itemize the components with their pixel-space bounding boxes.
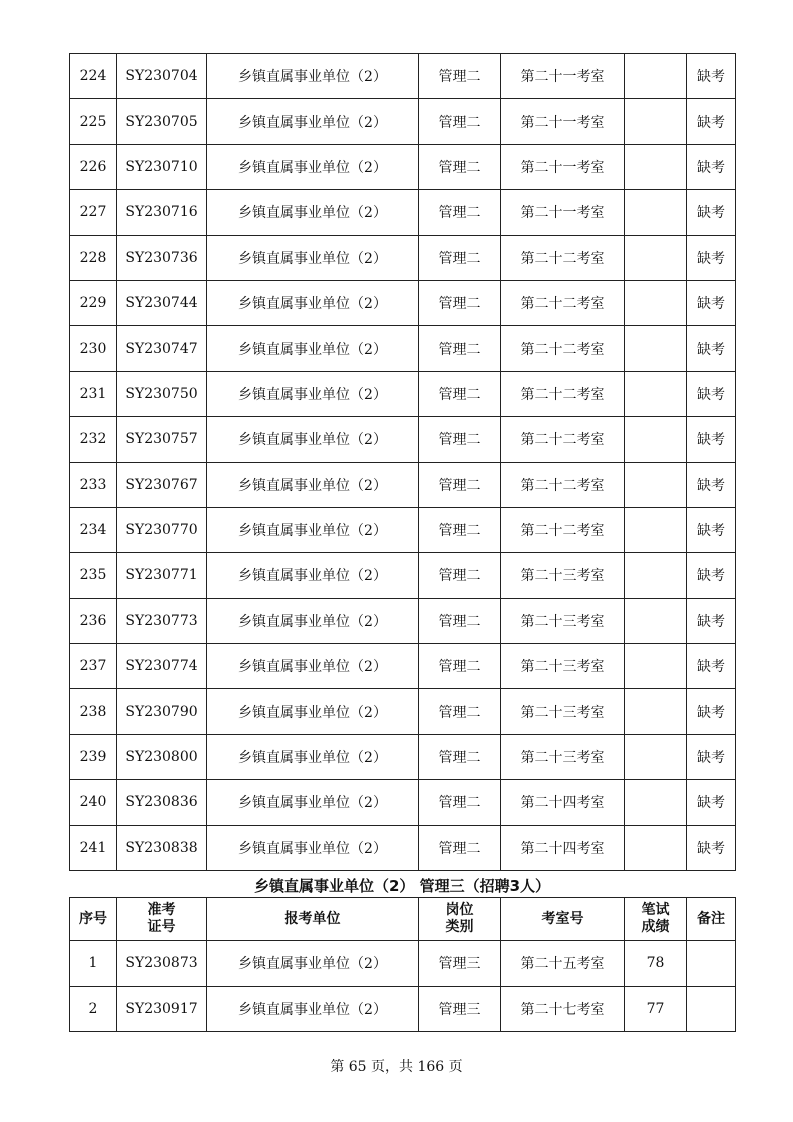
cell-written-score (625, 417, 687, 462)
cell-post-type: 管理二 (419, 280, 501, 325)
cell-applied-unit: 乡镇直属事业单位（2） (207, 99, 419, 144)
cell-remarks: 缺考 (687, 417, 736, 462)
cell-post-type: 管理二 (419, 644, 501, 689)
cell-applied-unit: 乡镇直属事业单位（2） (207, 235, 419, 280)
table-row (70, 689, 736, 734)
cell-post-type: 管理二 (419, 598, 501, 643)
cell-serial-number: 227 (70, 190, 117, 235)
cell-serial-number: 226 (70, 144, 117, 189)
cell-exam-id: SY230917 (117, 986, 207, 1032)
cell-exam-id: SY230838 (117, 825, 207, 870)
cell-remarks: 缺考 (687, 689, 736, 734)
cell-post-type: 管理二 (419, 689, 501, 734)
cell-written-score (625, 326, 687, 371)
cell-exam-room: 第二十三考室 (501, 734, 625, 779)
table-row (70, 507, 736, 552)
cell-post-type: 管理二 (419, 734, 501, 779)
cell-applied-unit: 乡镇直属事业单位（2） (207, 326, 419, 371)
table-header-row (70, 898, 736, 941)
cell-written-score (625, 689, 687, 734)
cell-post-type: 管理二 (419, 190, 501, 235)
cell-written-score (625, 54, 687, 99)
table-row (70, 144, 736, 189)
cell-serial-number: 237 (70, 644, 117, 689)
table-row (70, 941, 736, 987)
cell-serial-number: 229 (70, 280, 117, 325)
cell-remarks: 缺考 (687, 99, 736, 144)
cell-remarks: 缺考 (687, 54, 736, 99)
page-number-footer: 第 65 页，共 166 页 (330, 1059, 463, 1075)
table-row (70, 371, 736, 416)
cell-written-score (625, 598, 687, 643)
table-row (70, 598, 736, 643)
cell-applied-unit: 乡镇直属事业单位（2） (207, 144, 419, 189)
cell-written-score (625, 825, 687, 870)
cell-exam-id: SY230790 (117, 689, 207, 734)
cell-serial-number: 230 (70, 326, 117, 371)
cell-remarks: 缺考 (687, 280, 736, 325)
cell-serial-number: 241 (70, 825, 117, 870)
header-exam-room: 考室号 (501, 898, 625, 941)
cell-serial-number: 239 (70, 734, 117, 779)
cell-exam-room: 第二十二考室 (501, 235, 625, 280)
cell-exam-id: SY230744 (117, 280, 207, 325)
cell-post-type: 管理二 (419, 780, 501, 825)
cell-exam-id: SY230704 (117, 54, 207, 99)
cell-exam-room: 第二十四考室 (501, 825, 625, 870)
cell-serial-number: 234 (70, 507, 117, 552)
cell-exam-room: 第二十三考室 (501, 644, 625, 689)
cell-remarks: 缺考 (687, 825, 736, 870)
cell-applied-unit: 乡镇直属事业单位（2） (207, 689, 419, 734)
cell-written-score (625, 462, 687, 507)
cell-remarks (687, 941, 736, 987)
cell-exam-room: 第二十一考室 (501, 54, 625, 99)
table-row (70, 54, 736, 99)
cell-applied-unit: 乡镇直属事业单位（2） (207, 780, 419, 825)
cell-exam-room: 第二十三考室 (501, 689, 625, 734)
cell-written-score (625, 280, 687, 325)
cell-post-type: 管理二 (419, 553, 501, 598)
results-table-management-3-body (70, 941, 736, 1032)
cell-post-type: 管理三 (419, 986, 501, 1032)
cell-exam-id: SY230710 (117, 144, 207, 189)
cell-exam-room: 第二十二考室 (501, 326, 625, 371)
header-serial-number: 序号 (70, 898, 117, 941)
header-remarks: 备注 (687, 898, 736, 941)
cell-written-score (625, 371, 687, 416)
header-applied-unit: 报考单位 (207, 898, 419, 941)
cell-post-type: 管理二 (419, 235, 501, 280)
cell-post-type: 管理二 (419, 462, 501, 507)
cell-written-score (625, 780, 687, 825)
cell-post-type: 管理二 (419, 371, 501, 416)
table-row (70, 986, 736, 1032)
cell-exam-id: SY230771 (117, 553, 207, 598)
header-post-type: 岗位 类别 (419, 898, 501, 941)
header-exam-id: 准考 证号 (117, 898, 207, 941)
cell-remarks: 缺考 (687, 598, 736, 643)
cell-exam-id: SY230773 (117, 598, 207, 643)
cell-post-type: 管理二 (419, 326, 501, 371)
cell-remarks: 缺考 (687, 326, 736, 371)
cell-remarks: 缺考 (687, 507, 736, 552)
cell-serial-number: 224 (70, 54, 117, 99)
cell-exam-id: SY230873 (117, 941, 207, 987)
table-row (70, 734, 736, 779)
cell-written-score (625, 507, 687, 552)
cell-remarks: 缺考 (687, 144, 736, 189)
cell-exam-room: 第二十二考室 (501, 371, 625, 416)
cell-remarks: 缺考 (687, 734, 736, 779)
table-row (70, 780, 736, 825)
cell-exam-room: 第二十一考室 (501, 144, 625, 189)
table-row (70, 235, 736, 280)
cell-post-type: 管理二 (419, 144, 501, 189)
cell-post-type: 管理二 (419, 54, 501, 99)
cell-post-type: 管理二 (419, 507, 501, 552)
cell-serial-number: 225 (70, 99, 117, 144)
cell-written-score (625, 553, 687, 598)
cell-exam-room: 第二十三考室 (501, 553, 625, 598)
cell-exam-id: SY230774 (117, 644, 207, 689)
cell-applied-unit: 乡镇直属事业单位（2） (207, 644, 419, 689)
cell-exam-room: 第二十三考室 (501, 598, 625, 643)
cell-applied-unit: 乡镇直属事业单位（2） (207, 598, 419, 643)
cell-applied-unit: 乡镇直属事业单位（2） (207, 371, 419, 416)
cell-serial-number: 240 (70, 780, 117, 825)
cell-exam-id: SY230750 (117, 371, 207, 416)
cell-exam-room: 第二十五考室 (501, 941, 625, 987)
cell-exam-id: SY230836 (117, 780, 207, 825)
cell-remarks: 缺考 (687, 462, 736, 507)
cell-written-score: 77 (625, 986, 687, 1032)
cell-exam-id: SY230736 (117, 235, 207, 280)
cell-exam-id: SY230770 (117, 507, 207, 552)
table-row (70, 553, 736, 598)
cell-applied-unit: 乡镇直属事业单位（2） (207, 54, 419, 99)
cell-serial-number: 233 (70, 462, 117, 507)
cell-exam-id: SY230800 (117, 734, 207, 779)
cell-written-score (625, 644, 687, 689)
cell-applied-unit: 乡镇直属事业单位（2） (207, 941, 419, 987)
section-title: 乡镇直属事业单位（2） 管理三（招聘3人） (253, 877, 551, 895)
cell-written-score (625, 235, 687, 280)
table-row (70, 190, 736, 235)
cell-exam-id: SY230705 (117, 99, 207, 144)
cell-serial-number: 236 (70, 598, 117, 643)
cell-exam-id: SY230757 (117, 417, 207, 462)
cell-remarks: 缺考 (687, 553, 736, 598)
cell-serial-number: 235 (70, 553, 117, 598)
table-row (70, 644, 736, 689)
results-table-continued-body (70, 54, 736, 871)
cell-written-score (625, 734, 687, 779)
table-row (70, 462, 736, 507)
header-written-score: 笔试 成绩 (625, 898, 687, 941)
table-row (70, 280, 736, 325)
cell-exam-room: 第二十一考室 (501, 99, 625, 144)
cell-applied-unit: 乡镇直属事业单位（2） (207, 507, 419, 552)
cell-post-type: 管理二 (419, 825, 501, 870)
table-row (70, 99, 736, 144)
cell-exam-room: 第二十四考室 (501, 780, 625, 825)
cell-post-type: 管理二 (419, 417, 501, 462)
cell-applied-unit: 乡镇直属事业单位（2） (207, 825, 419, 870)
cell-exam-room: 第二十二考室 (501, 507, 625, 552)
cell-serial-number: 232 (70, 417, 117, 462)
cell-remarks: 缺考 (687, 235, 736, 280)
cell-applied-unit: 乡镇直属事业单位（2） (207, 986, 419, 1032)
table-row (70, 825, 736, 870)
cell-remarks: 缺考 (687, 190, 736, 235)
cell-exam-room: 第二十二考室 (501, 417, 625, 462)
cell-exam-room: 第二十七考室 (501, 986, 625, 1032)
table-row (70, 326, 736, 371)
cell-exam-id: SY230716 (117, 190, 207, 235)
results-table-continued (69, 53, 736, 871)
cell-applied-unit: 乡镇直属事业单位（2） (207, 190, 419, 235)
cell-post-type: 管理二 (419, 99, 501, 144)
cell-written-score: 78 (625, 941, 687, 987)
cell-exam-id: SY230767 (117, 462, 207, 507)
cell-serial-number: 231 (70, 371, 117, 416)
results-table-management-3 (69, 897, 736, 1032)
cell-post-type: 管理三 (419, 941, 501, 987)
cell-exam-id: SY230747 (117, 326, 207, 371)
cell-applied-unit: 乡镇直属事业单位（2） (207, 417, 419, 462)
cell-exam-room: 第二十二考室 (501, 462, 625, 507)
cell-applied-unit: 乡镇直属事业单位（2） (207, 462, 419, 507)
cell-serial-number: 238 (70, 689, 117, 734)
cell-written-score (625, 144, 687, 189)
cell-written-score (625, 190, 687, 235)
cell-applied-unit: 乡镇直属事业单位（2） (207, 553, 419, 598)
cell-remarks (687, 986, 736, 1032)
cell-applied-unit: 乡镇直属事业单位（2） (207, 734, 419, 779)
cell-remarks: 缺考 (687, 780, 736, 825)
cell-remarks: 缺考 (687, 371, 736, 416)
cell-serial-number: 1 (70, 941, 117, 987)
cell-serial-number: 2 (70, 986, 117, 1032)
table-row (70, 417, 736, 462)
cell-exam-room: 第二十一考室 (501, 190, 625, 235)
cell-exam-room: 第二十二考室 (501, 280, 625, 325)
cell-remarks: 缺考 (687, 644, 736, 689)
cell-serial-number: 228 (70, 235, 117, 280)
cell-applied-unit: 乡镇直属事业单位（2） (207, 280, 419, 325)
cell-written-score (625, 99, 687, 144)
